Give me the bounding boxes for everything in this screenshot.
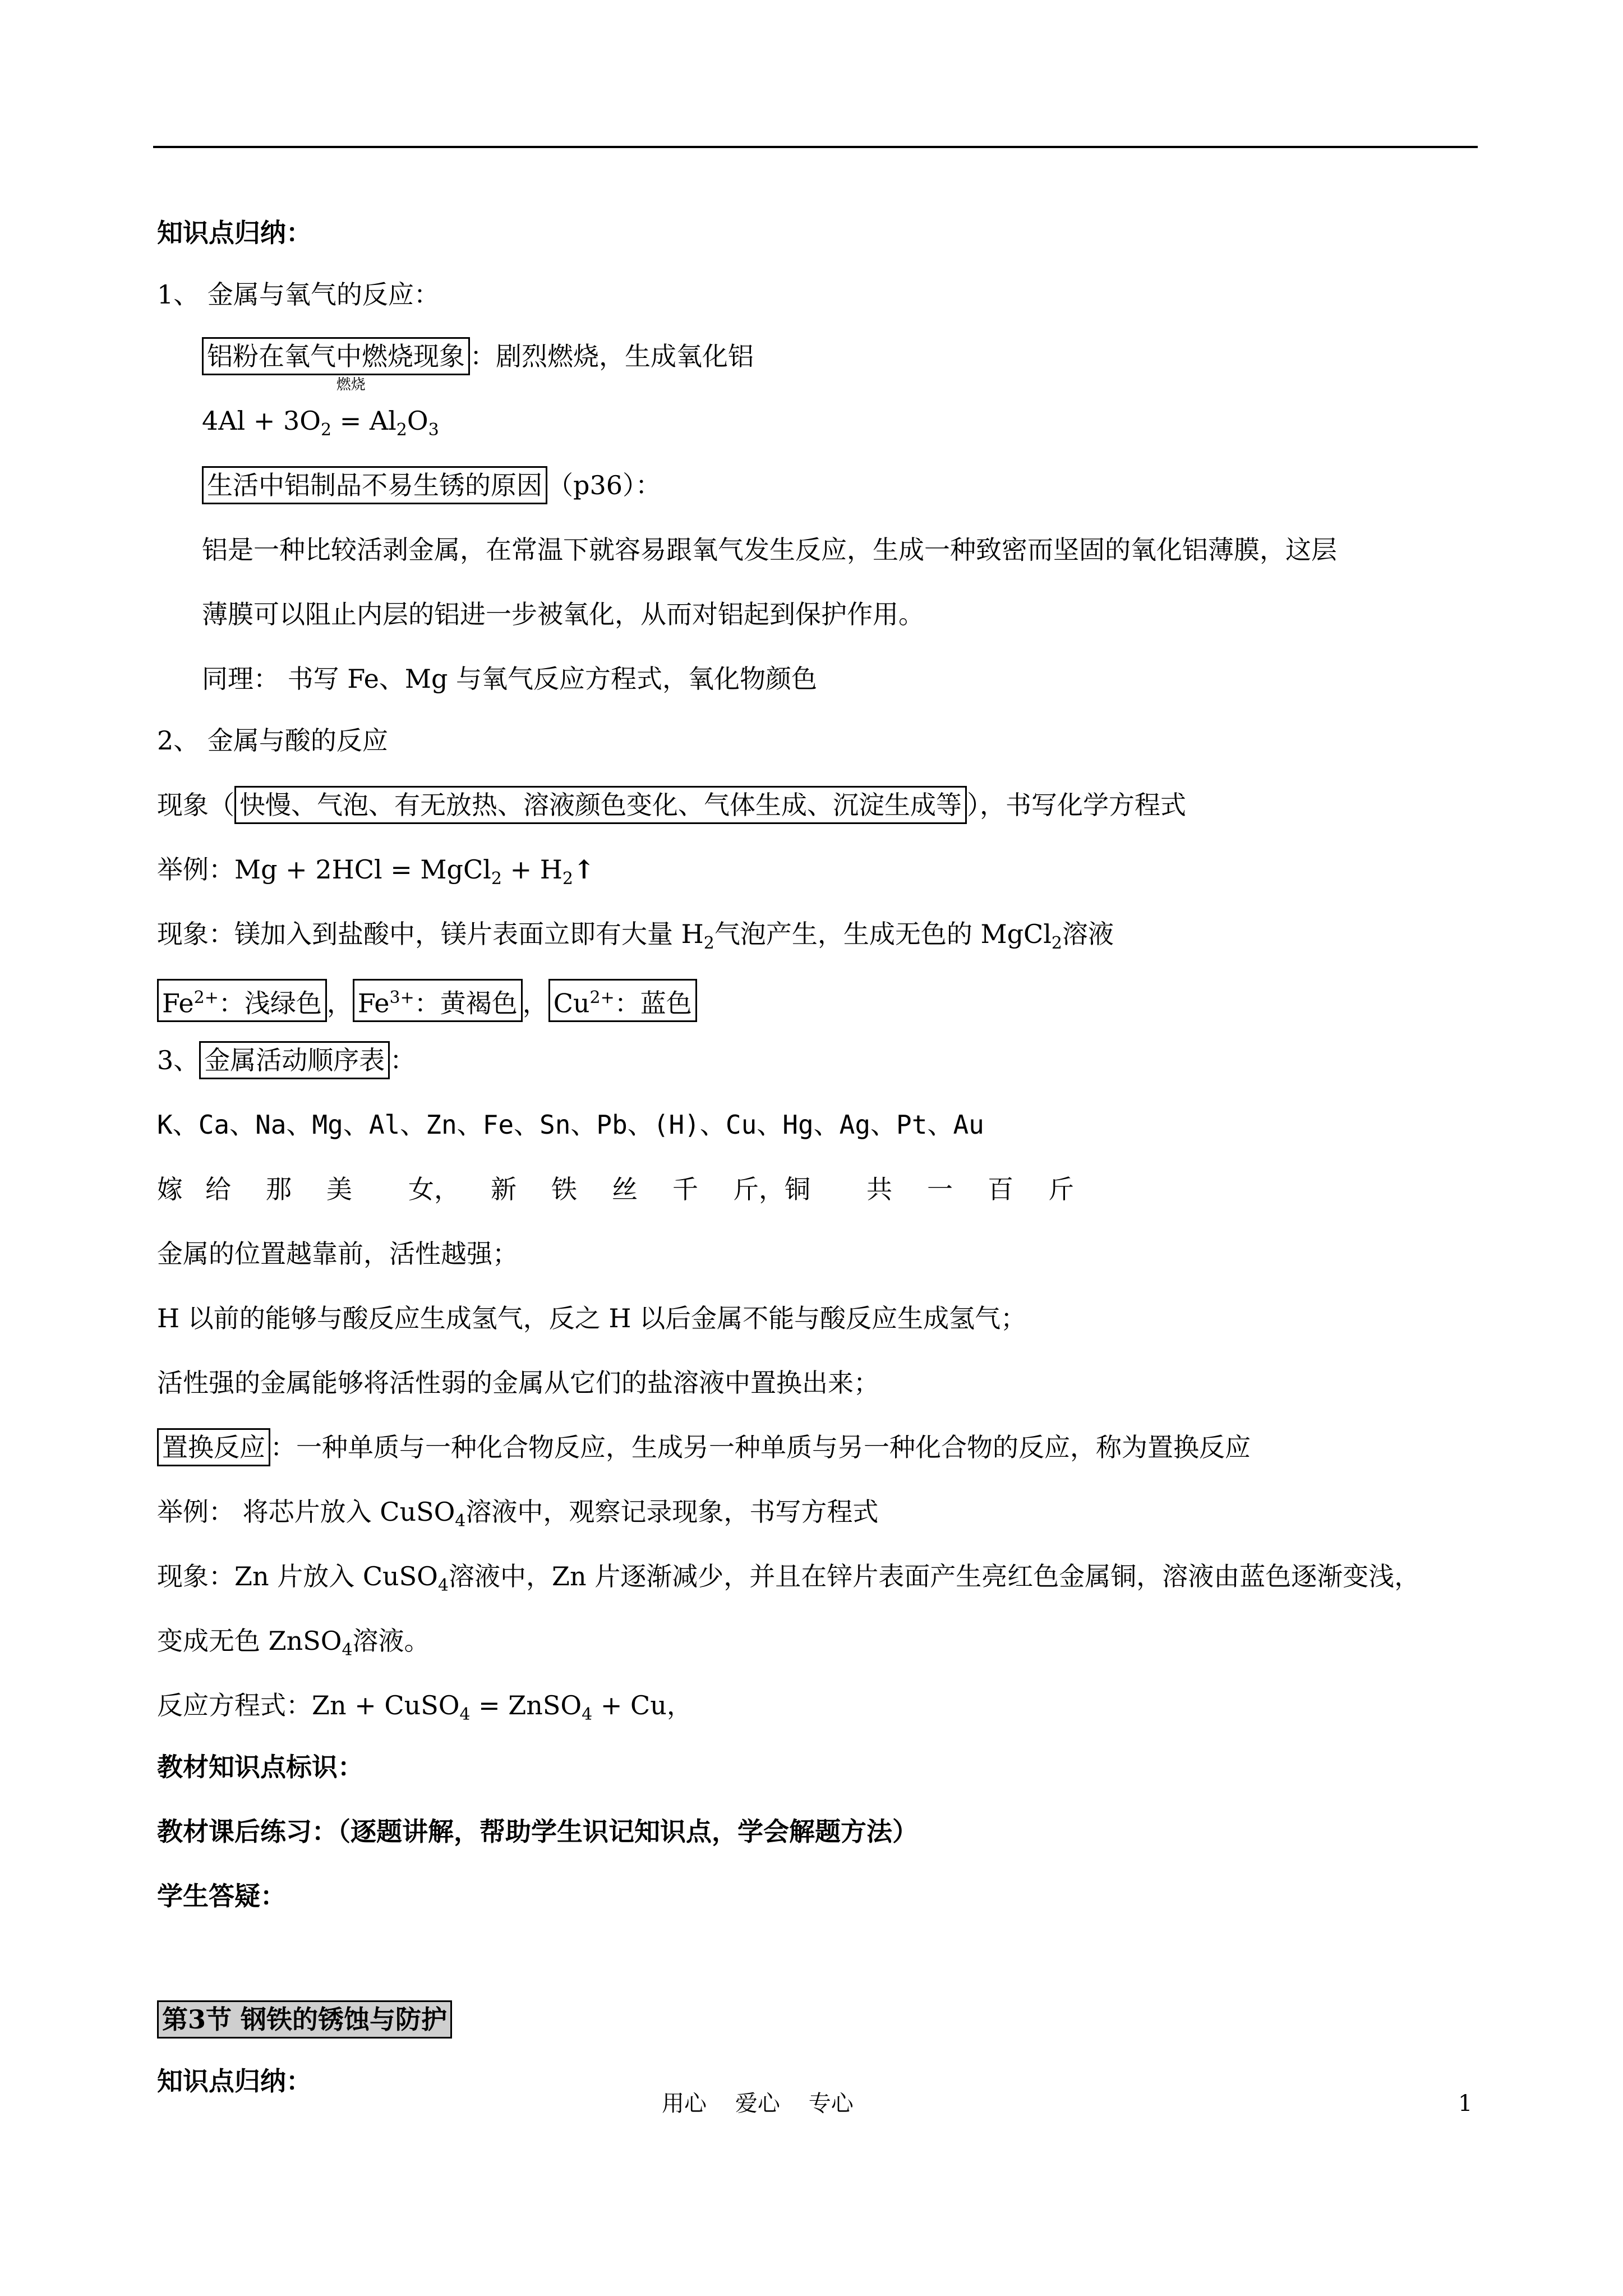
mg-sub2: 2	[1051, 933, 1063, 954]
eq2-text: 反应方程式：Zn + CuSO	[157, 1690, 460, 1720]
section-3-heading-box: 第3节 钢铁的锈蚀与防护	[157, 2000, 452, 2039]
mnemonic-char: 美	[326, 1174, 352, 1204]
similar-exercise: 同理： 书写 Fe、Mg 与氧气反应方程式，氧化物颜色	[202, 664, 818, 694]
mnemonic-char: 共	[866, 1174, 892, 1204]
ion-fe3-charge: 3+	[389, 988, 414, 1007]
eq1-sub: 2	[320, 420, 332, 440]
zn2-sub: 4	[342, 1640, 353, 1660]
mnemonic-char: 铁	[551, 1174, 577, 1204]
mnemonic-char: 嫁	[157, 1174, 183, 1204]
section-2-title: 2、 金属与酸的反应	[157, 725, 388, 756]
zn-phenomenon-2	[157, 1621, 430, 1670]
footer-motto: 用心 爱心 专心	[662, 2091, 854, 2116]
zn2-text2: 溶液。	[352, 1626, 430, 1656]
zn-phenomenon-1	[157, 1557, 1420, 1605]
ex2-text2: 溶液中，观察记录现象，书写方程式	[465, 1497, 879, 1527]
ex1-text2: + H	[501, 854, 562, 885]
al-explanation-2: 薄膜可以阻止内层的铝进一步被氧化，从而对铝起到保护作用。	[202, 599, 924, 629]
mg-text: 现象：镁加入到盐酸中，镁片表面立即有大量 H	[157, 919, 704, 949]
ion-cu2-color: ：蓝色	[614, 988, 692, 1019]
al-rust-line	[202, 466, 661, 505]
mg-phenomenon	[157, 914, 1114, 963]
al-burn-line	[202, 337, 754, 376]
displacement-definition	[157, 1428, 1251, 1467]
eq1-sub3: 3	[428, 420, 439, 440]
heading-exercises: 教材课后练习：（逐题讲解，帮助学生识记知识点，学会解题方法）	[157, 1816, 918, 1847]
al-explanation-1: 铝是一种比较活剥金属，在常温下就容易跟氧气发生反应，生成一种致密而坚固的氧化铝薄膜，这层	[202, 535, 1337, 565]
ion-colors	[157, 979, 697, 1023]
example-zn-cuso4	[157, 1492, 878, 1541]
rule-position: 金属的位置越靠前，活性越强；	[157, 1239, 518, 1269]
separator: ，	[326, 988, 353, 1019]
ion-fe2-color: ：浅绿色	[218, 988, 322, 1019]
section-3-title	[157, 1041, 416, 1080]
zn-text2: 溶液中，Zn 片逐渐减少，并且在锌片表面产生亮红色金属铜，溶液由蓝色逐渐变浅，	[448, 1561, 1421, 1591]
eq1-equals-sign: =	[339, 406, 362, 436]
example-mg-hcl	[157, 850, 595, 899]
eq1-condition: 燃烧	[336, 376, 366, 393]
ion-fe3	[353, 979, 523, 1022]
mg-sub: 2	[703, 933, 714, 954]
zn-sub: 4	[437, 1576, 449, 1596]
al-rust-text: （p36）：	[547, 470, 661, 500]
mnemonic-char: 丝	[612, 1174, 638, 1204]
zn-text: 现象：Zn 片放入 CuSO	[157, 1561, 438, 1591]
ex1-sub: 2	[491, 869, 502, 889]
al-rust-boxed-term: 生活中铝制品不易生锈的原因	[202, 466, 547, 504]
ex2-text: 举例： 将芯片放入 CuSO	[157, 1497, 455, 1527]
ion-fe3-color: ：黄褐色	[414, 988, 518, 1019]
activity-mnemonic	[157, 1170, 1074, 1209]
rule-displacement: 活性强的金属能够将活性弱的金属从它们的盐溶液中置换出来；	[157, 1368, 879, 1398]
ex1-text: 举例：Mg + 2HCl = MgCl	[157, 854, 491, 885]
section-3-number: 3、	[157, 1045, 200, 1075]
ion-cu2-charge: 2+	[589, 988, 615, 1007]
eq1-rhs2: O	[407, 406, 428, 436]
mnemonic-char: 那	[266, 1174, 292, 1204]
al-burn-boxed-term: 铝粉在氧气中燃烧现象	[202, 337, 470, 375]
activity-series: K、Ca、Na、Mg、Al、Zn、Fe、Sn、Pb、(H)、Cu、Hg、Ag、Pt、Au	[157, 1110, 984, 1140]
eq1-sub2: 2	[396, 420, 407, 440]
section-3-colon: ：	[390, 1045, 416, 1075]
eq1-equals	[336, 376, 366, 440]
eq2-sub2: 4	[582, 1705, 593, 1725]
heading-knowledge-summary: 知识点归纳：	[157, 218, 312, 248]
heading-textbook-points: 教材知识点标识：	[157, 1752, 363, 1782]
mnemonic-char: 新	[491, 1174, 517, 1204]
section-3-heading	[157, 2000, 452, 2039]
ion-fe2-charge: 2+	[193, 988, 219, 1007]
heading-student-qa: 学生答疑：	[157, 1881, 286, 1911]
separator: ，	[522, 988, 548, 1019]
activity-series-boxed-term: 金属活动顺序表	[199, 1041, 390, 1079]
eq2-text2: = ZnSO	[470, 1690, 582, 1720]
header-rule	[153, 146, 1478, 148]
mnemonic-char: 百	[988, 1174, 1013, 1204]
eq1-rhs: Al	[361, 406, 396, 436]
ion-cu2	[548, 979, 697, 1022]
heading-knowledge-summary-2: 知识点归纳：	[157, 2066, 312, 2096]
ion-fe3-symbol: Fe	[357, 988, 390, 1019]
mg-text2: 气泡产生，生成无色的 MgCl	[714, 919, 1052, 949]
zn2-text: 变成无色 ZnSO	[157, 1626, 342, 1656]
mnemonic-char: 一	[927, 1174, 953, 1204]
rule-hydrogen: H 以前的能够与酸反应生成氢气，反之 H 以后金属不能与酸反应生成氢气；	[157, 1303, 1027, 1333]
al-burn-text: ：剧烈燃烧，生成氧化铝	[470, 341, 754, 371]
phenomenon-prefix: 现象（	[157, 790, 234, 820]
phenomenon-line	[157, 785, 1186, 825]
ion-fe2	[157, 979, 327, 1022]
mnemonic-char: 斤	[1048, 1174, 1074, 1204]
mnemonic-char: 给	[205, 1174, 231, 1204]
eq2-sub: 4	[459, 1705, 471, 1725]
ion-fe2-symbol: Fe	[162, 988, 194, 1019]
ion-cu2-symbol: Cu	[553, 988, 590, 1019]
eq1-lhs: 4Al + 3O	[202, 406, 321, 436]
ex2-sub: 4	[455, 1511, 466, 1531]
phenomenon-boxed-list: 快慢、气泡、有无放热、溶液颜色变化、气体生成、沉淀生成等	[234, 786, 967, 824]
gas-arrow-icon: ↑	[573, 854, 595, 885]
equation-al-o2	[202, 376, 439, 450]
equation-zn-cuso4	[157, 1686, 693, 1734]
phenomenon-suffix: ），书写化学方程式	[967, 790, 1186, 820]
eq2-text3: + Cu，	[592, 1690, 693, 1720]
page-number: 1	[1458, 2091, 1473, 2116]
displacement-text: ：一种单质与一种化合物反应，生成另一种单质与另一种化合物的反应，称为置换反应	[270, 1432, 1251, 1462]
displacement-boxed-term: 置换反应	[157, 1428, 270, 1466]
ex1-sub2: 2	[562, 869, 573, 889]
mg-text3: 溶液	[1062, 919, 1114, 949]
section-1-title: 1、 金属与氧气的反应：	[157, 279, 440, 310]
mnemonic-char: 斤，铜	[733, 1174, 810, 1204]
mnemonic-char: 千	[672, 1174, 698, 1204]
mnemonic-char: 女，	[408, 1174, 460, 1204]
